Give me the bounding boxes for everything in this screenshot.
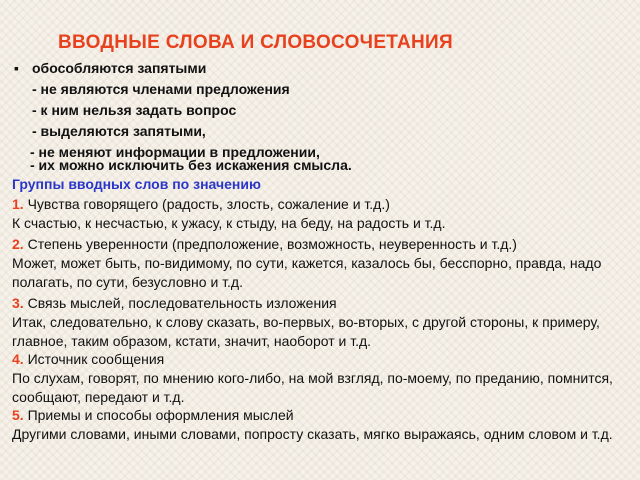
group-number: 3. [12, 295, 24, 311]
property-line: - не являются членами предложения [32, 81, 290, 97]
group-number: 5. [12, 407, 24, 423]
group-heading-line [12, 235, 634, 254]
group-heading-line [12, 294, 634, 313]
property-line: - к ним нельзя задать вопрос [32, 102, 237, 118]
group-heading: Связь мыслей, последовательность изложения [27, 295, 337, 311]
slide-title: ВВОДНЫЕ СЛОВА И СЛОВОСОЧЕТАНИЯ [58, 32, 453, 53]
bullet-text: обособляются запятыми [32, 60, 207, 76]
property-line: - не меняют информации в предложении, [30, 144, 320, 160]
group-heading-line [12, 350, 634, 369]
group-examples: Может, может быть, по-видимому, по сути, кажется, казалось бы, бесспорно, правда, надо полагать, по сути, безусловно и т.д. [12, 255, 602, 290]
group-examples: Итак, следовательно, к слову сказать, во-первых, во-вторых, с другой стороны, к примеру, главное, таким образом, кстати, значит, наоборот и т.д. [12, 314, 600, 349]
group-number: 4. [12, 351, 24, 367]
group-number: 1. [12, 196, 24, 212]
bullet-marker-icon: ▪ [14, 60, 19, 76]
group-heading: Степень уверенности (предположение, возможность, неуверенность и т.д.) [27, 236, 517, 252]
groups-heading: Группы вводных слов по значению [12, 176, 261, 192]
group-number: 2. [12, 236, 24, 252]
group-heading-line [12, 406, 634, 425]
group-heading: Приемы и способы оформления мыслей [27, 407, 294, 423]
group-heading: Источник сообщения [27, 351, 165, 367]
group-examples: К счастью, к несчастью, к ужасу, к стыду, на беду, на радость и т.д. [12, 215, 446, 231]
group-heading-line [12, 195, 634, 214]
group-examples: Другими словами, иными словами, попросту сказать, мягко выражаясь, одним словом и т.д. [12, 426, 613, 442]
group-heading: Чувства говорящего (радость, злость, сожаление и т.д.) [27, 196, 390, 212]
group-examples: По слухам, говорят, по мнению кого-либо, на мой взгляд, по-моему, по преданию, помнится, сообщают, передают и т.д. [12, 370, 613, 405]
property-line: - их можно исключить без искажения смысла. [30, 157, 352, 173]
property-line: - выделяются запятыми, [32, 123, 206, 139]
